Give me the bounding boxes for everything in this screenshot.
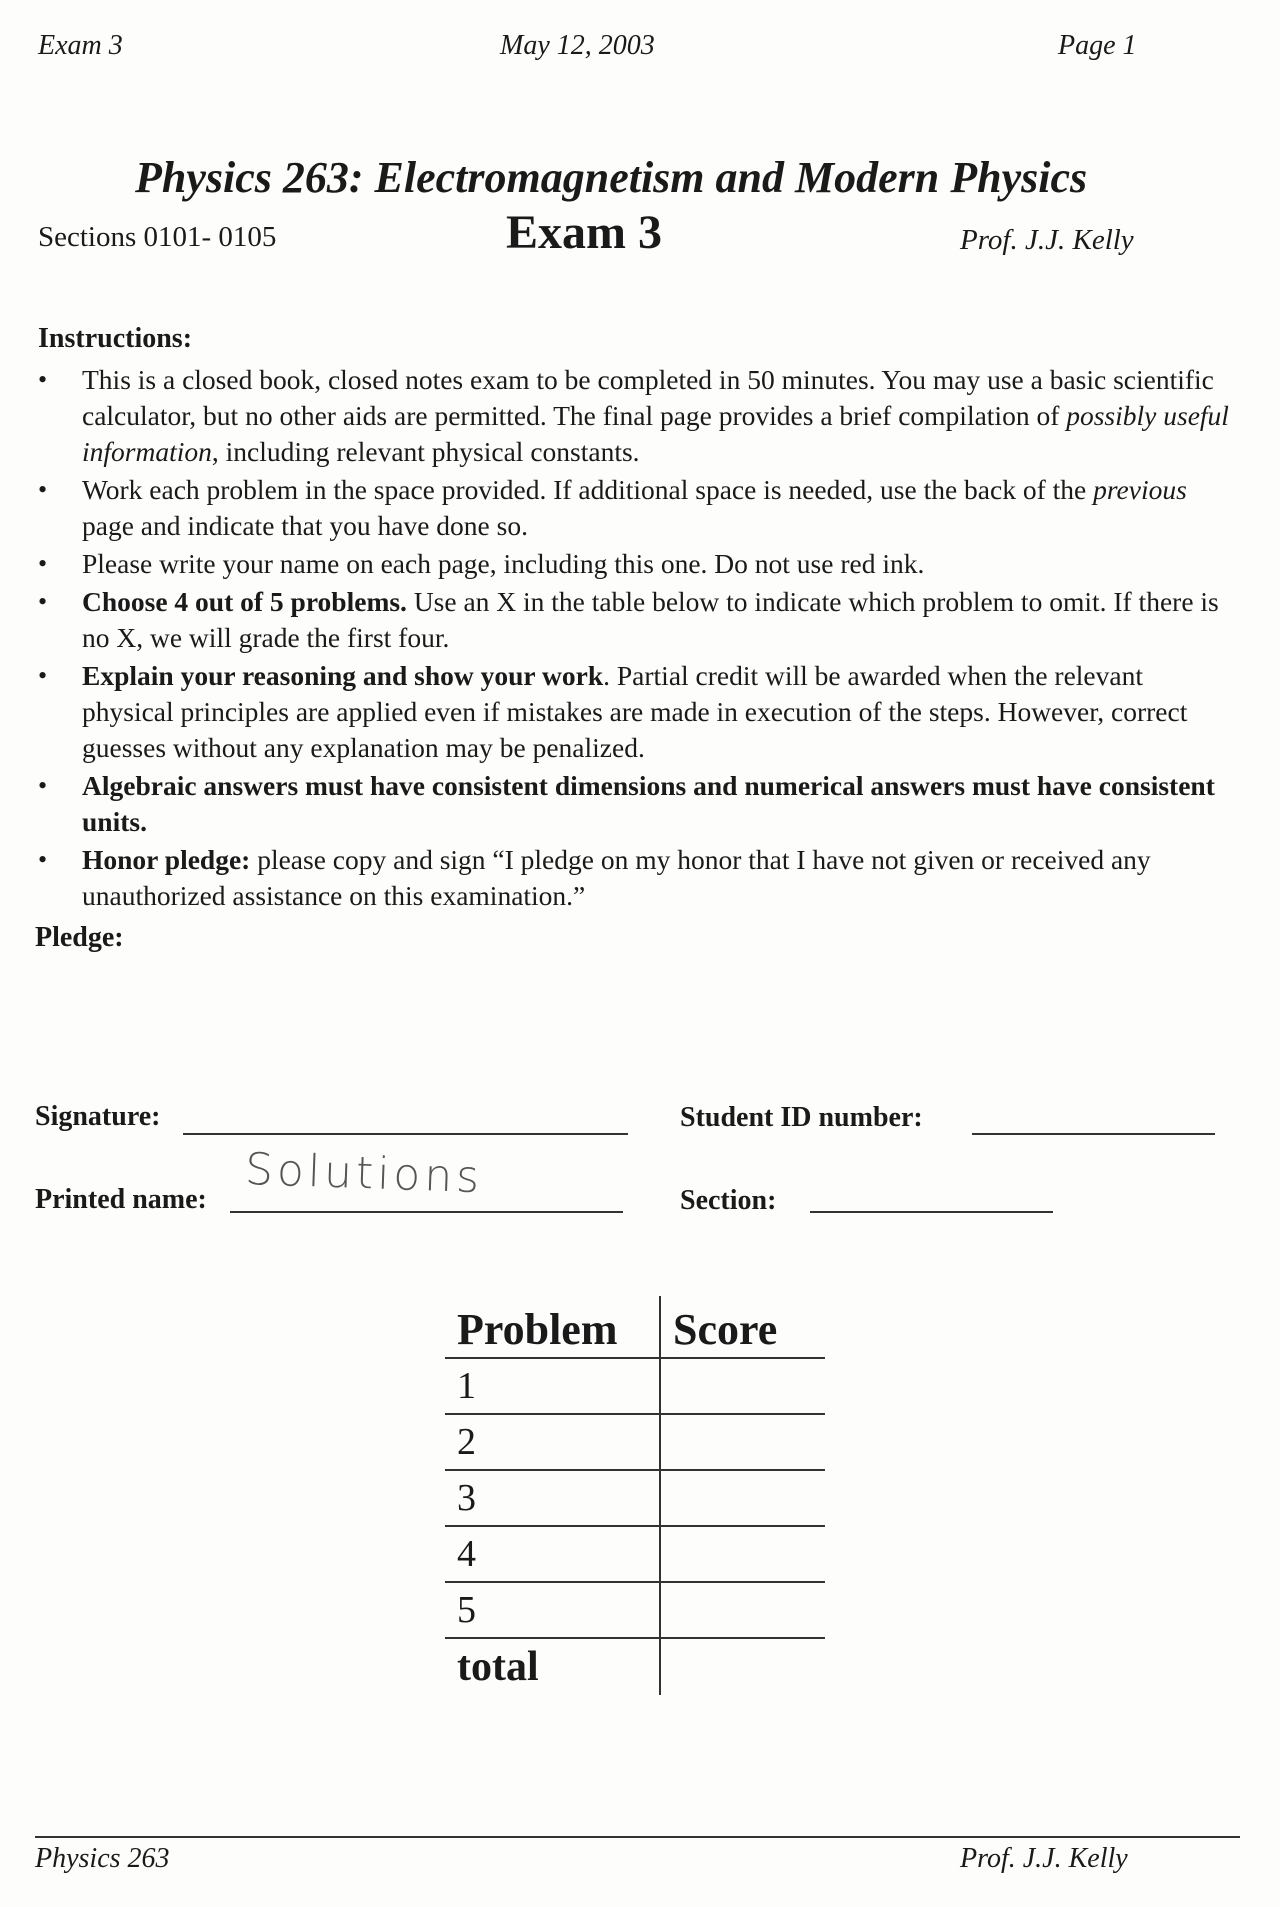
score-cell[interactable] [660, 1582, 825, 1638]
score-cell[interactable] [660, 1414, 825, 1470]
problem-number: 3 [445, 1470, 660, 1526]
score-cell[interactable] [660, 1526, 825, 1582]
printed-name-field[interactable] [230, 1211, 623, 1213]
score-table [445, 1296, 825, 1695]
instructions-list [38, 362, 1238, 916]
table-row [445, 1470, 825, 1526]
instruction-item: • Choose 4 out of 5 problems. Use an X in the table below to indicate which problem to omit. If there is no X, we will grade the first four. [38, 584, 1238, 656]
table-row [445, 1638, 825, 1695]
instruction-item: • This is a closed book, closed notes exam to be completed in 50 minutes. You may use a basic scientific calculator, but no other aids are permitted. The final page provides a brief compilation of possibly useful information, including relevant physical constants. [38, 362, 1238, 470]
problem-number: 2 [445, 1414, 660, 1470]
section-label: Section: [680, 1185, 777, 1216]
instruction-item: • Work each problem in the space provided. If additional space is needed, use the back of the previous page and indicate that you have done so. [38, 472, 1238, 544]
footer-divider [35, 1836, 1240, 1838]
signature-field[interactable] [183, 1133, 628, 1135]
footer-course: Physics 263 [35, 1843, 170, 1874]
instruction-item: • Algebraic answers must have consistent dimensions and numerical answers must have consistent units. [38, 768, 1238, 840]
table-row [445, 1358, 825, 1414]
score-cell[interactable] [660, 1470, 825, 1526]
score-table-header [445, 1296, 825, 1358]
professor-name: Prof. J.J. Kelly [960, 224, 1134, 256]
instruction-item: • Honor pledge: please copy and sign “I pledge on my honor that I have not given or received any unauthorized assistance on this examination.” [38, 842, 1238, 914]
problem-number: 1 [445, 1358, 660, 1414]
table-row [445, 1526, 825, 1582]
total-score-cell[interactable] [660, 1638, 825, 1695]
section-field[interactable] [810, 1211, 1053, 1213]
problem-number: 4 [445, 1526, 660, 1582]
instruction-item: • Explain your reasoning and show your work. Partial credit will be awarded when the relevant physical principles are applied even if mistakes are made in execution of the steps. However, correct guesses without any explanation may be penalized. [38, 658, 1238, 766]
instruction-item: • Please write your name on each page, including this one. Do not use red ink. [38, 546, 1238, 582]
signature-label: Signature: [35, 1101, 161, 1132]
exam-title: Exam 3 [506, 206, 662, 259]
student-id-field[interactable] [972, 1133, 1215, 1135]
instructions-heading: Instructions: [38, 323, 193, 354]
printed-name-label: Printed name: [35, 1184, 207, 1215]
header-page-number: Page 1 [1058, 30, 1137, 61]
score-cell[interactable] [660, 1358, 825, 1414]
printed-name-value: Solutions [244, 1143, 484, 1204]
header-date: May 12, 2003 [500, 30, 655, 61]
student-id-label: Student ID number: [680, 1102, 923, 1133]
header-exam-label: Exam 3 [38, 30, 123, 61]
problem-number: 5 [445, 1582, 660, 1638]
footer-professor: Prof. J.J. Kelly [960, 1843, 1128, 1874]
table-row [445, 1582, 825, 1638]
table-row [445, 1414, 825, 1470]
score-column-header: Score [660, 1296, 825, 1358]
course-title: Physics 263: Electromagnetism and Modern Physics [135, 153, 1088, 202]
sections-label: Sections 0101- 0105 [38, 221, 277, 253]
pledge-label: Pledge: [35, 922, 124, 953]
problem-column-header: Problem [445, 1296, 660, 1358]
total-label: total [445, 1638, 660, 1695]
